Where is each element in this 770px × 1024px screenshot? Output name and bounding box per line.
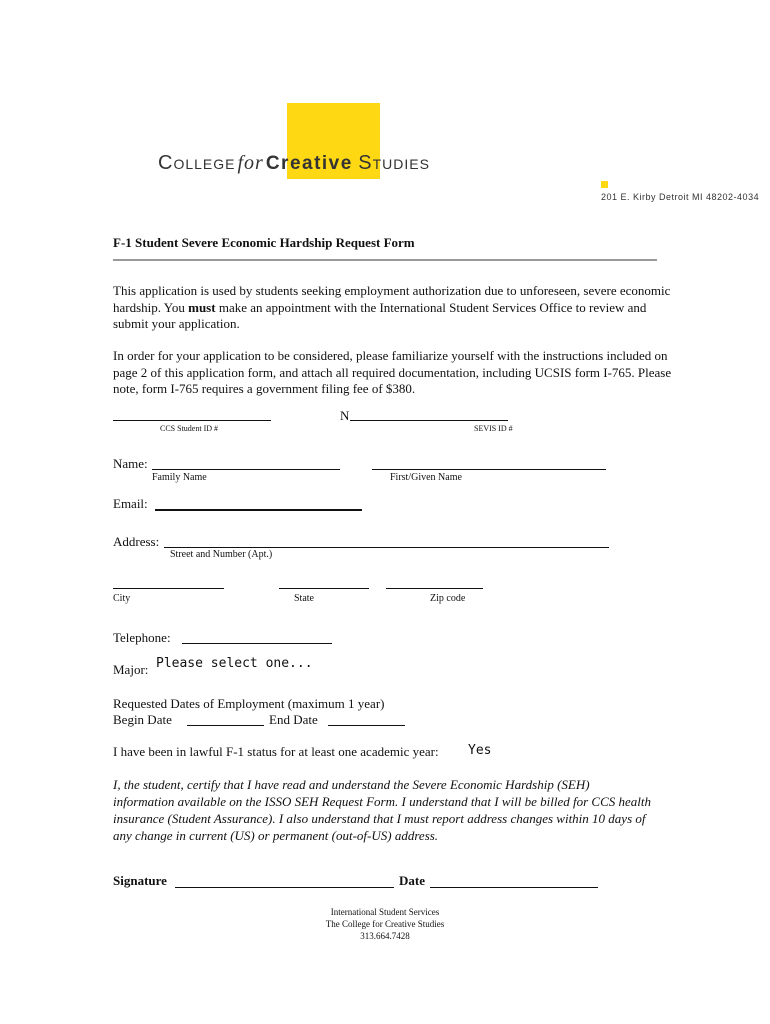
sevis-id-label: SEVIS ID # (474, 424, 513, 433)
intro-text-start: This application is used by students seeking employment authorization due to unforeseen, severe economic hardship. You (113, 283, 671, 315)
signature-field[interactable] (175, 872, 394, 888)
logo-creative-word: Creative (265, 153, 353, 174)
begin-date-label: Begin Date (113, 712, 172, 727)
intro-text-end: make an appointment with the International Student Services Office to review and submit your application. (113, 299, 647, 331)
signature-date-field[interactable] (430, 872, 598, 888)
form-title: F-1 Student Severe Economic Hardship Request Form (113, 235, 415, 250)
certification-statement: I, the student, certify that I have read and understand the Severe Economic Hardship (SEH) information available on the ISSO SEH Request Form. I understand that I will be billed for CCS health insurance (Student Assurance). I also understand that I must report address changes within 10 days of any change in current (US) or permanent (out-of-US) address. (113, 777, 652, 843)
family-name-field[interactable] (152, 455, 340, 470)
signature-label: Signature (113, 873, 167, 888)
city-label: City (113, 593, 131, 604)
intro-paragraph (113, 283, 673, 333)
address-marker-square (601, 181, 608, 188)
lawful-status-label: I have been in lawful F-1 status for at least one academic year: (113, 744, 439, 759)
first-name-label: First/Given Name (390, 472, 462, 483)
logo-studies-word: Studies (358, 152, 430, 174)
email-label: Email: (113, 496, 148, 511)
sevis-prefix: N (340, 408, 350, 423)
title-divider (113, 259, 657, 261)
zip-code-label: Zip code (430, 593, 466, 604)
college-address: 201 E. Kirby Detroit MI 48202-4034 (601, 192, 760, 202)
major-label: Major: (113, 662, 149, 677)
telephone-field[interactable] (182, 629, 332, 644)
state-field[interactable] (279, 576, 369, 589)
family-name-label: Family Name (152, 472, 207, 483)
logo-for-word: for (237, 152, 264, 174)
city-field[interactable] (113, 576, 224, 589)
major-select[interactable]: Please select one... (156, 656, 313, 671)
end-date-label: End Date (269, 712, 318, 727)
footer-phone: 313.664.7428 (360, 931, 410, 941)
street-label: Street and Number (Apt.) (170, 549, 273, 560)
address-label: Address: (113, 534, 160, 549)
date-label: Date (399, 873, 425, 888)
first-name-field[interactable] (372, 455, 606, 470)
footer-office: International Student Services (330, 907, 440, 917)
lawful-status-select[interactable]: Yes (468, 743, 492, 758)
intro-emphasis: must (188, 299, 216, 315)
telephone-label: Telephone: (113, 630, 171, 645)
employment-dates-heading: Requested Dates of Employment (maximum 1 year) (113, 696, 385, 711)
ccs-id-field[interactable] (113, 406, 271, 421)
sevis-id-field[interactable] (350, 406, 508, 421)
footer-contact (285, 906, 485, 942)
ccs-id-label: CCS Student ID # (160, 424, 219, 433)
begin-date-field[interactable] (187, 711, 264, 726)
instructions-paragraph: In order for your application to be considered, please familiarize yourself with the instructions included on page 2 of this application form, and attach all required documentation, including UCSIS form I-765. Please note, form I-765 requires a government filing fee of $380. (113, 348, 672, 396)
state-label: State (294, 593, 314, 604)
street-address-field[interactable] (164, 533, 609, 548)
zip-code-field[interactable] (386, 576, 483, 589)
college-logo (158, 152, 478, 180)
logo-college-word: College (158, 152, 236, 174)
footer-college: The College for Creative Studies (325, 919, 445, 929)
end-date-field[interactable] (328, 711, 405, 726)
email-field[interactable] (155, 495, 362, 511)
name-label: Name: (113, 456, 148, 471)
